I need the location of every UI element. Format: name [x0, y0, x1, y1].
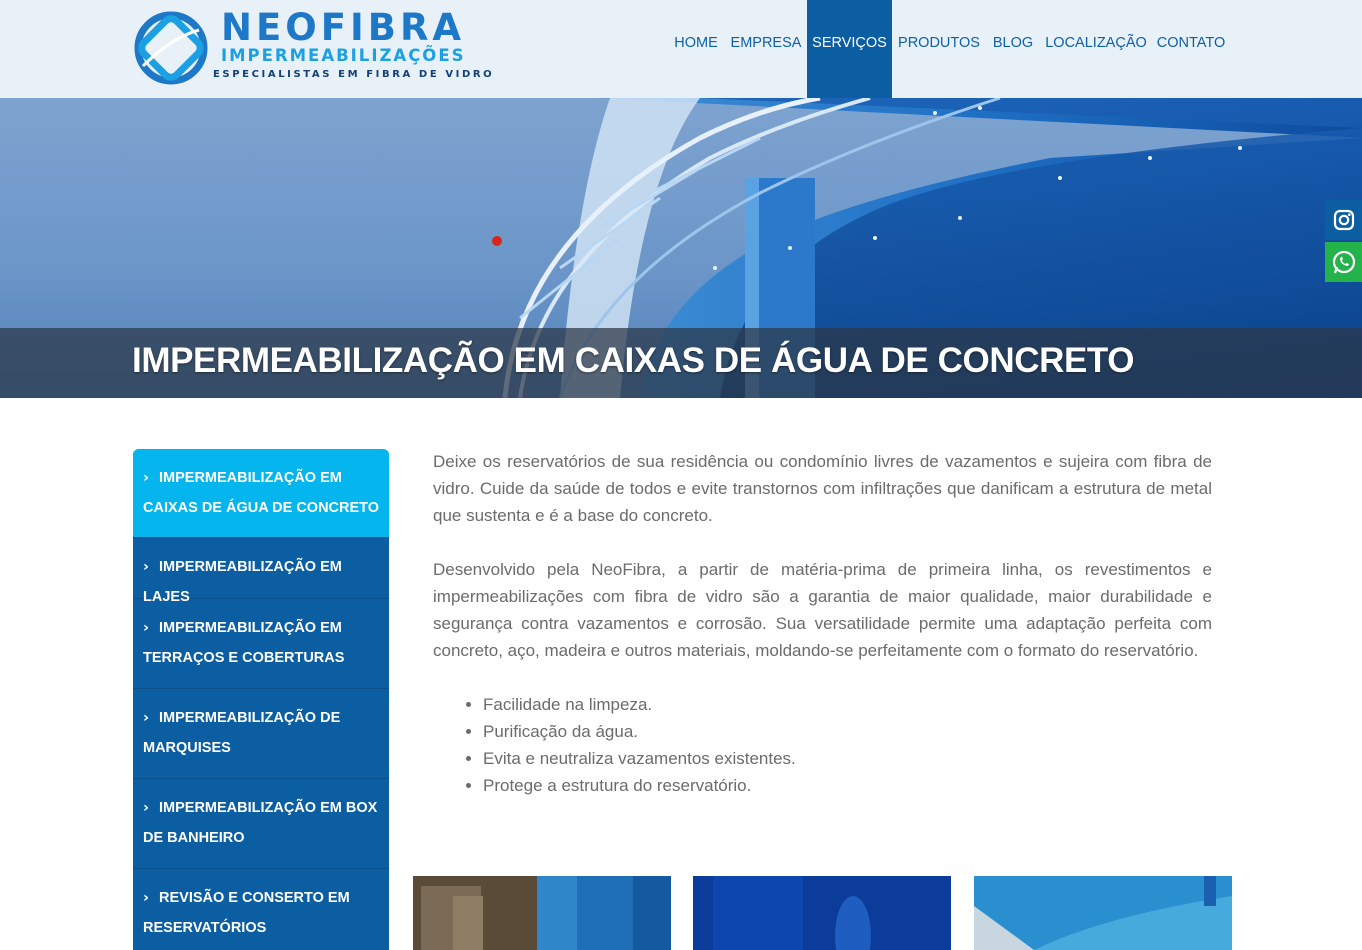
- logo-subtitle: IMPERMEABILIZAÇÕES: [221, 46, 466, 65]
- site-header: [0, 0, 1362, 98]
- nav-localizacao[interactable]: LOCALIZAÇÃO: [1045, 35, 1147, 51]
- nav-home[interactable]: HOME: [674, 35, 718, 51]
- whatsapp-icon: [1331, 249, 1357, 275]
- gallery-photo-2: [693, 876, 951, 950]
- whatsapp-button[interactable]: [1325, 242, 1362, 282]
- chevron-right-icon: ›: [143, 710, 149, 726]
- intro-paragraph: Deixe os reservatórios de sua residência ou condomínio livres de vazamentos e sujeira com fibra de vidro. Cuide da saúde de todos e evite transtornos com infiltrações que danificam a estrutura de metal que sustenta e é a base do concreto.: [433, 452, 1212, 525]
- nav-servicos[interactable]: SERVIÇOS: [807, 0, 892, 98]
- sidebar-item-box-banheiro[interactable]: › IMPERMEABILIZAÇÃO EM BOX DE BANHEIRO: [133, 779, 389, 869]
- sidebar-item-marquises[interactable]: › IMPERMEABILIZAÇÃO DE MARQUISES: [133, 689, 389, 779]
- sidebar-item-reservatorios[interactable]: › REVISÃO E CONSERTO EM RESERVATÓRIOS: [133, 869, 389, 950]
- sidebar-item-lajes[interactable]: › IMPERMEABILIZAÇÃO EM LAJES: [133, 538, 389, 599]
- logo-brand: NEOFIBRA: [221, 6, 466, 49]
- description-paragraph: Desenvolvido pela NeoFibra, a partir de matéria-prima de primeira linha, os revestimentos e impermeabilizações com fibra de vidro são a garantia de maior qualidade, maior durabilidade e segurança contra vazamentos e corrosão. Sua versatilidade permite uma adaptação perfeita com concreto, aço, madeira e outros materiais, moldando-se perfeitamente com o formato do reservatório.: [433, 560, 1212, 660]
- logo-mark-icon: [131, 8, 211, 88]
- main-content: [433, 448, 1212, 799]
- list-item: • Facilidade na limpeza.: [483, 691, 1212, 718]
- nav-blog[interactable]: BLOG: [992, 35, 1034, 51]
- logo-tagline: ESPECIALISTAS EM FIBRA DE VIDRO: [213, 69, 495, 80]
- gallery-photo-3: [974, 876, 1232, 950]
- gallery-photo-1: [413, 876, 671, 950]
- list-item: • Evita e neutraliza vazamentos existentes.: [483, 745, 1212, 772]
- list-item: • Protege a estrutura do reservatório.: [483, 772, 1212, 799]
- chevron-right-icon: ›: [143, 470, 149, 486]
- sidebar-item-caixas-agua[interactable]: › IMPERMEABILIZAÇÃO EM CAIXAS DE ÁGUA DE CONCRETO: [133, 449, 389, 538]
- services-sidebar: [133, 449, 389, 950]
- chevron-right-icon: ›: [143, 620, 149, 636]
- nav-empresa[interactable]: EMPRESA: [730, 35, 802, 51]
- page-title: IMPERMEABILIZAÇÃO EM CAIXAS DE ÁGUA DE CONCRETO: [132, 341, 1135, 380]
- nav-produtos[interactable]: PRODUTOS: [898, 35, 980, 51]
- chevron-right-icon: ›: [143, 559, 149, 575]
- gallery-image[interactable]: [974, 876, 1232, 950]
- sidebar-item-terracos[interactable]: › IMPERMEABILIZAÇÃO EM TERRAÇOS E COBERTURAS: [133, 599, 389, 689]
- logo[interactable]: [131, 6, 495, 88]
- list-item: • Purificação da água.: [483, 718, 1212, 745]
- gallery-image[interactable]: [693, 876, 951, 950]
- chevron-right-icon: ›: [143, 890, 149, 906]
- instagram-button[interactable]: [1325, 200, 1362, 240]
- chevron-right-icon: ›: [143, 800, 149, 816]
- nav-contato[interactable]: CONTATO: [1156, 35, 1226, 51]
- hero-banner: [0, 98, 1362, 398]
- benefits-list: [433, 691, 1212, 799]
- instagram-icon: [1333, 209, 1355, 231]
- gallery-image[interactable]: [413, 876, 671, 950]
